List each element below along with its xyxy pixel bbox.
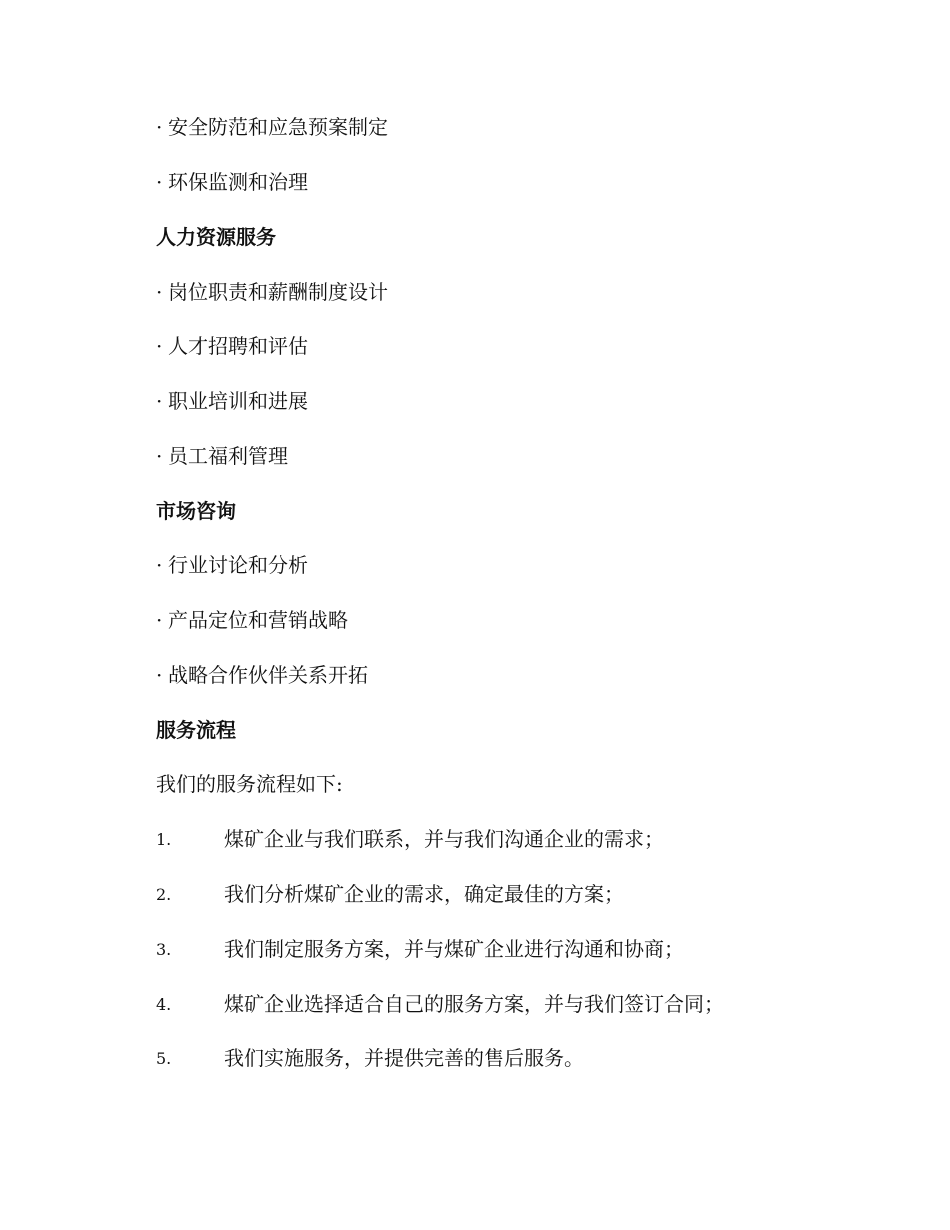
list-item (156, 166, 308, 198)
list-item (156, 440, 288, 472)
step-number: 2. (156, 885, 172, 904)
list-item-text: 行业讨论和分析 (168, 553, 308, 577)
list-item-text: 人才招聘和评估 (168, 334, 308, 358)
step-text: 煤矿企业与我们联系，并与我们沟通企业的需求； (224, 827, 664, 851)
step-text: 我们实施服务，并提供完善的售后服务。 (224, 1046, 584, 1070)
step-number: 5. (156, 1049, 172, 1068)
bullet-icon: · (156, 280, 163, 304)
list-item (156, 330, 308, 362)
bullet-icon: · (156, 334, 163, 358)
list-item-text: 战略合作伙伴关系开拓 (168, 663, 368, 687)
step-text: 我们制定服务方案，并与煤矿企业进行沟通和协商； (224, 937, 684, 961)
list-item (156, 276, 388, 308)
bullet-icon: · (156, 553, 163, 577)
step-text: 我们分析煤矿企业的需求，确定最佳的方案； (224, 882, 624, 906)
bullet-icon: · (156, 389, 163, 413)
step-text: 煤矿企业选择适合自己的服务方案，并与我们签订合同； (224, 992, 724, 1016)
step-number: 3. (156, 940, 172, 959)
list-item-text: 岗位职责和薪酬制度设计 (168, 280, 388, 304)
list-item-text: 员工福利管理 (168, 444, 288, 468)
list-item (156, 549, 308, 581)
list-item-text: 安全防范和应急预案制定 (168, 115, 388, 139)
bullet-icon: · (156, 663, 163, 687)
list-item (156, 659, 368, 691)
process-intro: 我们的服务流程如下: (156, 772, 343, 796)
list-item (156, 385, 308, 417)
section-heading-process: 服务流程 (156, 718, 236, 742)
list-item-text: 环保监测和治理 (168, 170, 308, 194)
bullet-icon: · (156, 115, 163, 139)
list-item (156, 604, 348, 636)
section-heading-market: 市场咨询 (156, 499, 236, 523)
list-item-text: 职业培训和进展 (168, 389, 308, 413)
bullet-icon: · (156, 170, 163, 194)
step-number: 1. (156, 830, 172, 849)
list-item-text: 产品定位和营销战略 (168, 608, 348, 632)
step-number: 4. (156, 995, 172, 1014)
bullet-icon: · (156, 444, 163, 468)
bullet-icon: · (156, 608, 163, 632)
section-heading-hr: 人力资源服务 (156, 225, 276, 249)
list-item (156, 111, 388, 143)
